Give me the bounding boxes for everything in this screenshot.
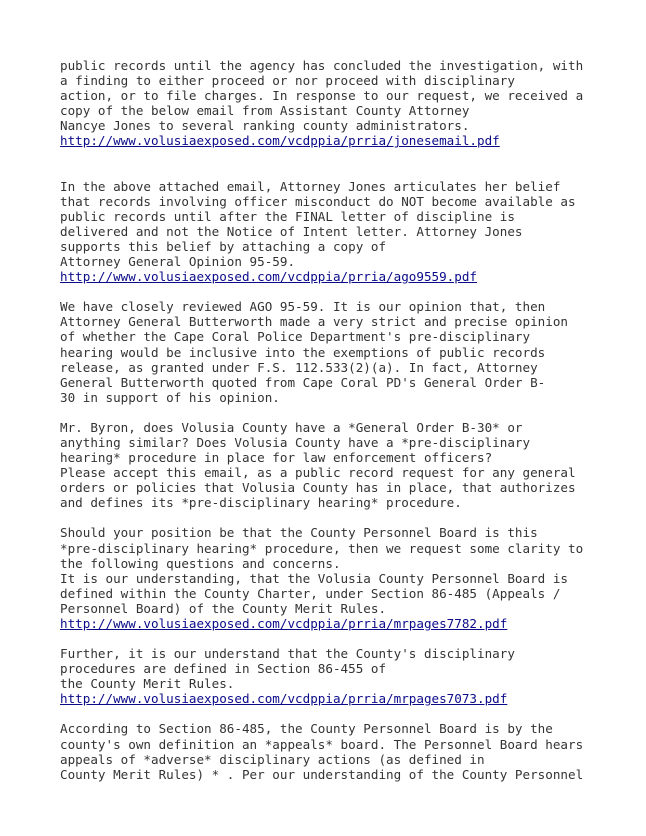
text-line: of whether the Cape Coral Police Department's pre-disciplinary <box>60 329 531 345</box>
text-line: delivered and not the Notice of Intent letter. Attorney Jones <box>60 223 523 239</box>
text-line: 30 in support of his opinion. <box>60 389 280 405</box>
text-line: hearing* procedure in place for law enforcement officers? <box>60 450 493 466</box>
text-line: *pre-disciplinary hearing* procedure, then we request some clarity to <box>60 540 584 556</box>
text-line: Should your position be that the County Personnel Board is this <box>60 525 538 541</box>
text-line: Further, it is our understand that the County's disciplinary <box>60 646 515 662</box>
text-line: defined within the County Charter, under Section 86-485 (Appeals / <box>60 585 561 601</box>
text-line: Mr. Byron, does Volusia County have a *General Order B-30* or <box>60 419 523 435</box>
mrpages-7782-link[interactable]: http://www.volusiaexposed.com/vcdppia/prria/mrpages7782.pdf <box>60 616 508 631</box>
text-line: copy of the below email from Assistant County Attorney <box>60 103 470 119</box>
text-line: General Butterworth quoted from Cape Coral PD's General Order B- <box>60 374 546 390</box>
text-line: procedures are defined in Section 86-455 of <box>60 661 387 677</box>
paragraph-6 <box>60 646 626 706</box>
text-line: County Merit Rules) * . Per our understanding of the County Personnel <box>60 766 584 782</box>
text-line: It is our understanding, that the Volusia County Personnel Board is <box>60 570 568 586</box>
text-line: public records until after the FINAL letter of discipline is <box>60 208 515 224</box>
paragraph-2 <box>60 179 626 285</box>
paragraph-7 <box>60 721 626 781</box>
text-line: orders or policies that Volusia County has in place, that authorizes <box>60 480 576 496</box>
text-line: Attorney General Opinion 95-59. <box>60 254 296 270</box>
text-line: anything similar? Does Volusia County have a *pre-disciplinary <box>60 434 531 450</box>
spacer <box>60 510 626 525</box>
text-line: Please accept this email, as a public record request for any general <box>60 465 576 481</box>
text-line: action, or to file charges. In response to our request, we received a <box>60 88 584 104</box>
text-line: and defines its *pre-disciplinary hearing* procedure. <box>60 495 462 511</box>
spacer <box>60 706 626 721</box>
jones-email-link[interactable]: http://www.volusiaexposed.com/vcdppia/prria/jonesemail.pdf <box>60 133 500 149</box>
text-line: According to Section 86-485, the County Personnel Board is by the <box>60 721 553 737</box>
spacer <box>60 284 626 299</box>
text-line: that records involving officer misconduct do NOT become available as <box>60 193 576 209</box>
text-line: In the above attached email, Attorney Jones articulates her belief <box>60 178 561 194</box>
paragraph-3 <box>60 299 626 405</box>
paragraph-1 <box>60 58 626 149</box>
text-line: appeals of *adverse* disciplinary actions (as defined in <box>60 751 485 767</box>
text-line: the County Merit Rules. <box>60 676 235 692</box>
text-line: release, as granted under F.S. 112.533(2)(a). In fact, Attorney <box>60 359 538 375</box>
text-line: Nancye Jones to several ranking county administrators. <box>60 118 470 134</box>
text-line: Personnel Board) of the County Merit Rules. <box>60 600 387 616</box>
text-line: public records until the agency has concluded the investigation, with <box>60 58 584 73</box>
spacer <box>60 405 626 420</box>
text-line: Attorney General Butterworth made a very strict and precise opinion <box>60 314 568 330</box>
text-line: the following questions and concerns. <box>60 555 341 571</box>
text-line: a finding to either proceed or nor proceed with disciplinary <box>60 73 515 89</box>
spacer <box>60 631 626 646</box>
spacer <box>60 149 626 179</box>
text-line: county's own definition an *appeals* board. The Personnel Board hears <box>60 736 584 752</box>
text-line: We have closely reviewed AGO 95-59. It is our opinion that, then <box>60 299 546 315</box>
text-line: supports this belief by attaching a copy of <box>60 238 387 254</box>
paragraph-4 <box>60 420 626 511</box>
paragraph-5 <box>60 525 626 631</box>
text-line: hearing would be inclusive into the exemptions of public records <box>60 344 546 360</box>
ago-9559-link[interactable]: http://www.volusiaexposed.com/vcdppia/prria/ago9559.pdf <box>60 269 478 285</box>
mrpages-7073-link[interactable]: http://www.volusiaexposed.com/vcdppia/prria/mrpages7073.pdf <box>60 691 508 707</box>
